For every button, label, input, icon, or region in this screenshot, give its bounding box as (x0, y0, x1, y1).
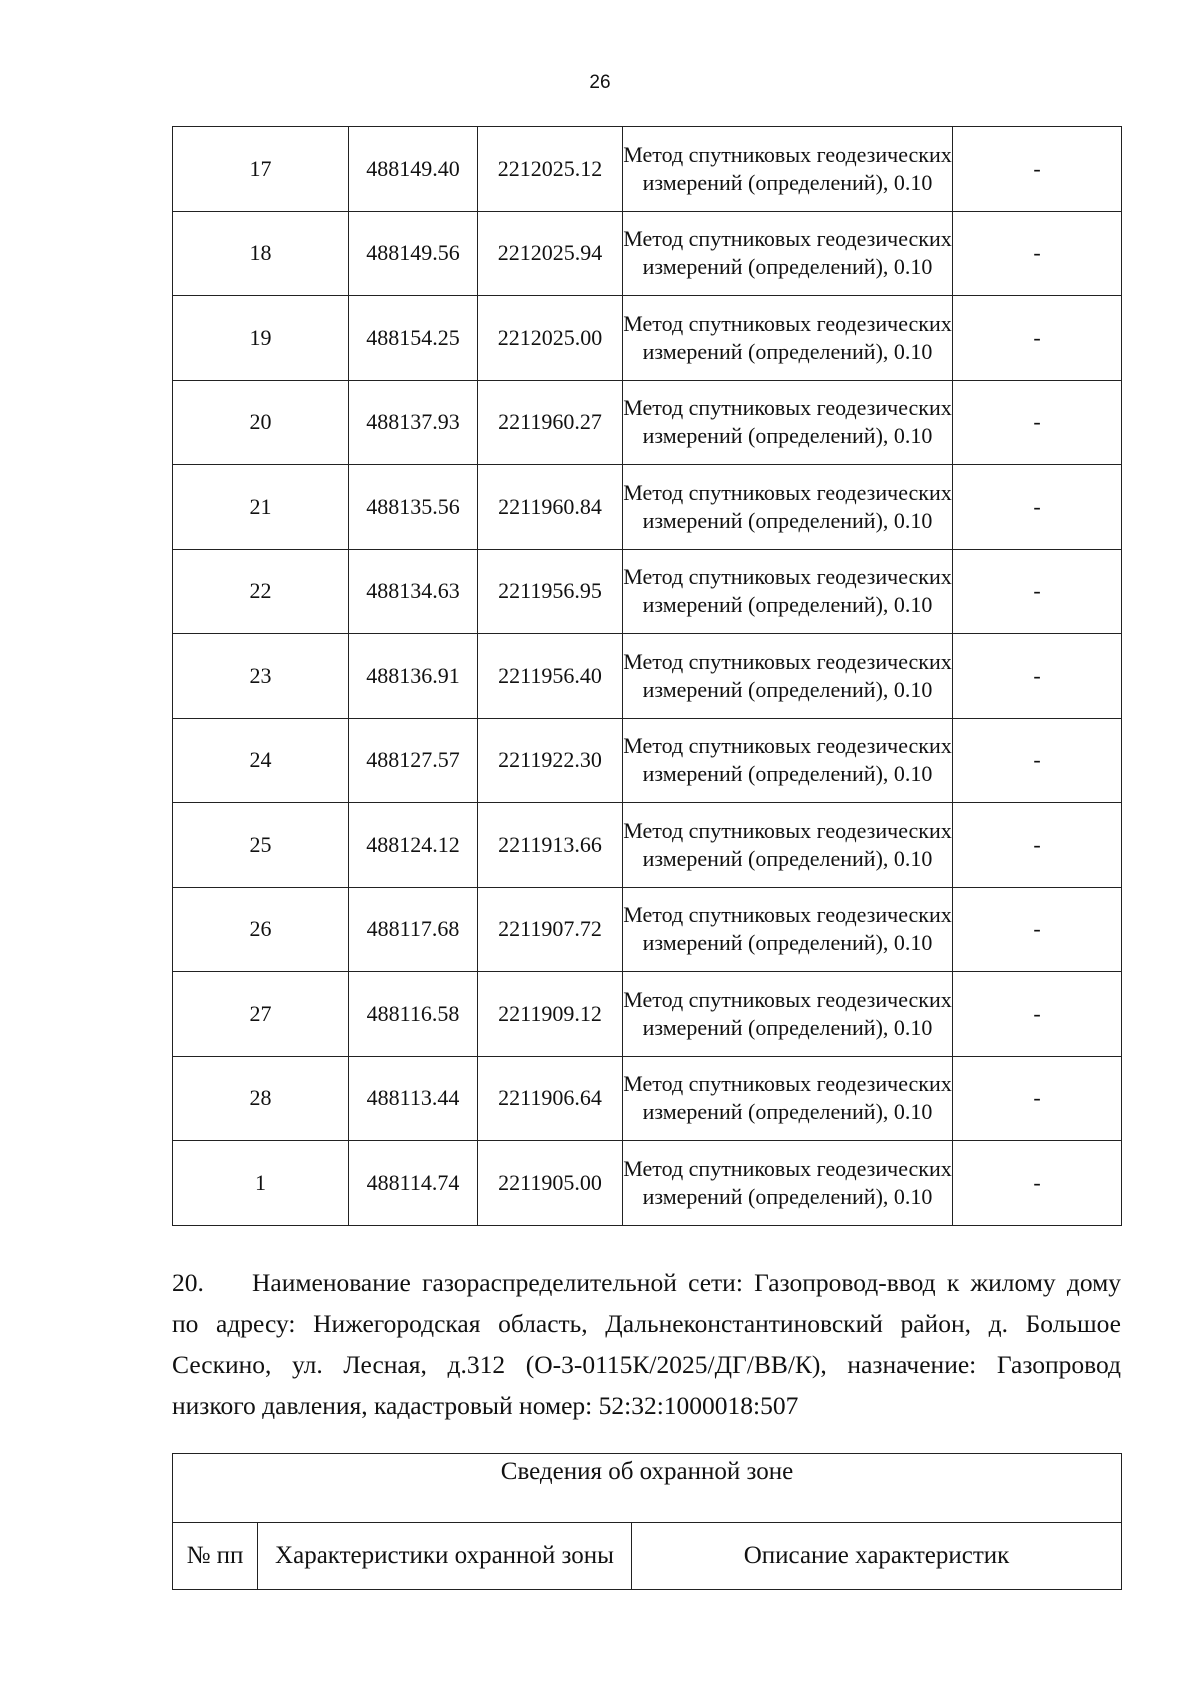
note-cell: - (953, 127, 1122, 212)
section-number: 20. (172, 1268, 204, 1297)
method-cell: Метод спутниковых геодезических измерений (определений), 0.10 (623, 380, 953, 465)
coordinate-x-cell: 488154.25 (349, 296, 478, 381)
coordinate-y-cell: 2211906.64 (478, 1056, 623, 1141)
note-cell: - (953, 634, 1122, 719)
method-cell: Метод спутниковых геодезических измерений (определений), 0.10 (623, 887, 953, 972)
coordinate-y-cell: 2211909.12 (478, 972, 623, 1057)
note-cell: - (953, 549, 1122, 634)
zone-header-number: № пп (173, 1523, 258, 1590)
method-cell: Метод спутниковых геодезических измерений (определений), 0.10 (623, 1056, 953, 1141)
coordinate-x-cell: 488114.74 (349, 1141, 478, 1226)
table-row (173, 972, 1122, 1057)
coordinate-y-cell: 2211907.72 (478, 887, 623, 972)
point-number-cell: 28 (173, 1056, 349, 1141)
section-paragraph (172, 1262, 1121, 1426)
point-number-cell: 24 (173, 718, 349, 803)
coordinate-x-cell: 488113.44 (349, 1056, 478, 1141)
note-cell: - (953, 887, 1122, 972)
coordinate-y-cell: 2211960.84 (478, 465, 623, 550)
method-cell: Метод спутниковых геодезических измерений (определений), 0.10 (623, 718, 953, 803)
point-number-cell: 18 (173, 211, 349, 296)
coordinate-x-cell: 488149.56 (349, 211, 478, 296)
coordinate-x-cell: 488117.68 (349, 887, 478, 972)
zone-table-header-row (173, 1523, 1122, 1590)
point-number-cell: 20 (173, 380, 349, 465)
note-cell: - (953, 380, 1122, 465)
method-cell: Метод спутниковых геодезических измерений (определений), 0.10 (623, 803, 953, 888)
table-row (173, 887, 1122, 972)
point-number-cell: 26 (173, 887, 349, 972)
point-number-cell: 21 (173, 465, 349, 550)
method-cell: Метод спутниковых геодезических измерений (определений), 0.10 (623, 549, 953, 634)
coordinates-table (172, 126, 1122, 1226)
method-cell: Метод спутниковых геодезических измерений (определений), 0.10 (623, 465, 953, 550)
method-cell: Метод спутниковых геодезических измерений (определений), 0.10 (623, 972, 953, 1057)
method-cell: Метод спутниковых геодезических измерений (определений), 0.10 (623, 127, 953, 212)
coordinate-y-cell: 2211956.40 (478, 634, 623, 719)
protection-zone-table (172, 1453, 1122, 1590)
zone-header-description: Описание характеристик (632, 1523, 1122, 1590)
coordinate-y-cell: 2211922.30 (478, 718, 623, 803)
table-row (173, 296, 1122, 381)
coordinate-y-cell: 2211905.00 (478, 1141, 623, 1226)
coordinate-x-cell: 488127.57 (349, 718, 478, 803)
coordinates-table-body (173, 127, 1122, 1226)
coordinate-y-cell: 2212025.94 (478, 211, 623, 296)
zone-table-caption: Сведения об охранной зоне (173, 1454, 1122, 1523)
note-cell: - (953, 1141, 1122, 1226)
point-number-cell: 22 (173, 549, 349, 634)
coordinate-x-cell: 488116.58 (349, 972, 478, 1057)
coordinate-y-cell: 2212025.12 (478, 127, 623, 212)
zone-header-characteristics: Характеристики охранной зоны (258, 1523, 632, 1590)
page-number: 26 (589, 72, 611, 93)
coordinate-y-cell: 2212025.00 (478, 296, 623, 381)
section-text: Наименование газораспределительной сети: Газопровод-ввод к жилому дому по адресу: Нижегородская область, Дальнеконстантиновский район, д. Большое Сескино, ул. Лесная, д.312 (О-3-0115К/2025/ДГ/ВВ/К), назначение: Газопровод низкого давления, кадастровый номер: 52:32:1000018:507 (172, 1268, 1121, 1420)
coordinate-y-cell: 2211960.27 (478, 380, 623, 465)
coordinate-x-cell: 488137.93 (349, 380, 478, 465)
note-cell: - (953, 803, 1122, 888)
note-cell: - (953, 296, 1122, 381)
table-row (173, 465, 1122, 550)
table-row (173, 1056, 1122, 1141)
coordinate-y-cell: 2211913.66 (478, 803, 623, 888)
coordinate-y-cell: 2211956.95 (478, 549, 623, 634)
coordinate-x-cell: 488136.91 (349, 634, 478, 719)
note-cell: - (953, 1056, 1122, 1141)
point-number-cell: 1 (173, 1141, 349, 1226)
table-row (173, 380, 1122, 465)
note-cell: - (953, 718, 1122, 803)
point-number-cell: 17 (173, 127, 349, 212)
method-cell: Метод спутниковых геодезических измерений (определений), 0.10 (623, 211, 953, 296)
method-cell: Метод спутниковых геодезических измерений (определений), 0.10 (623, 634, 953, 719)
point-number-cell: 19 (173, 296, 349, 381)
coordinate-x-cell: 488124.12 (349, 803, 478, 888)
point-number-cell: 25 (173, 803, 349, 888)
table-row (173, 127, 1122, 212)
coordinate-x-cell: 488149.40 (349, 127, 478, 212)
table-row (173, 211, 1122, 296)
zone-table-caption-row (173, 1454, 1122, 1523)
table-row (173, 1141, 1122, 1226)
table-row (173, 718, 1122, 803)
note-cell: - (953, 465, 1122, 550)
coordinate-x-cell: 488134.63 (349, 549, 478, 634)
note-cell: - (953, 972, 1122, 1057)
coordinate-x-cell: 488135.56 (349, 465, 478, 550)
method-cell: Метод спутниковых геодезических измерений (определений), 0.10 (623, 1141, 953, 1226)
table-row (173, 634, 1122, 719)
table-row (173, 549, 1122, 634)
point-number-cell: 23 (173, 634, 349, 719)
note-cell: - (953, 211, 1122, 296)
point-number-cell: 27 (173, 972, 349, 1057)
method-cell: Метод спутниковых геодезических измерений (определений), 0.10 (623, 296, 953, 381)
table-row (173, 803, 1122, 888)
